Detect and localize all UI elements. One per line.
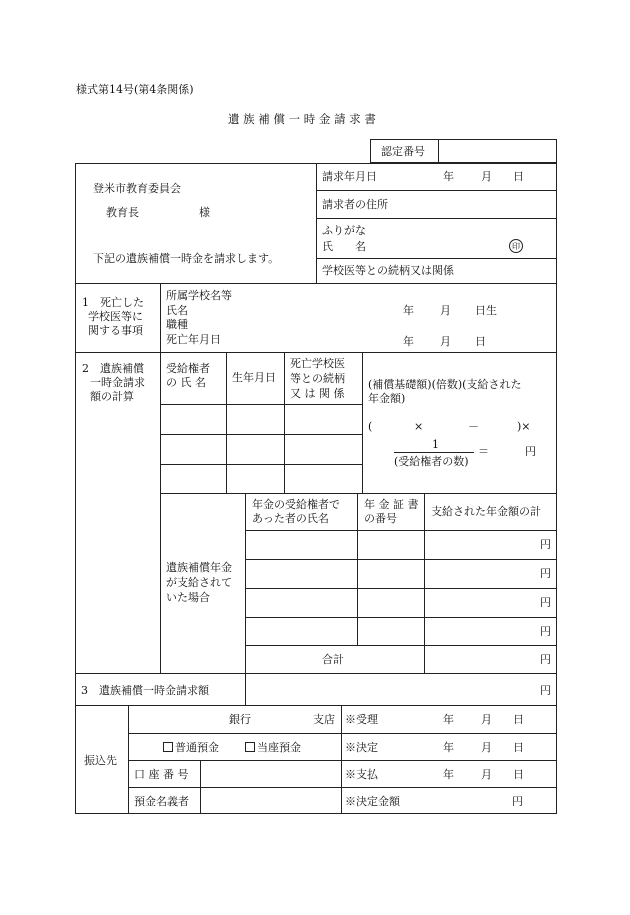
form-number: 様式第14号(第4条関係) (76, 83, 194, 96)
paid-year: 年 (443, 768, 454, 781)
claim-date-day: 日 (513, 170, 524, 183)
decided-label: ※決定 (345, 741, 378, 754)
branch-label: 支店 (313, 713, 335, 726)
total-label: 合計 (322, 653, 344, 666)
calc-yen: 円 (525, 445, 536, 458)
row1-yen: 円 (540, 538, 551, 551)
furigana-label: ふりがな (322, 224, 366, 237)
col-birth-date: 生年月日 (232, 371, 276, 384)
request-text: 下記の遺族補償一時金を請求します。 (93, 252, 280, 265)
claimant-name-label: 氏 名 (322, 240, 366, 253)
calc-minus: － (468, 420, 479, 433)
calc-header: (補償基礎額)(倍数)(支給された 年金額) (368, 378, 522, 405)
pension-case-label: 遺族補償年金 が支給されて いた場合 (166, 561, 232, 604)
addressee-honorific: 様 (199, 206, 210, 219)
claim-date-label: 請求年月日 (322, 170, 377, 183)
account-number-label: 口 座 番 号 (134, 768, 189, 781)
calc-close: )× (517, 420, 531, 433)
section2-heading: 2 遺族補償 一時金請求 額の計算 (82, 362, 145, 403)
paid-day: 日 (513, 768, 524, 781)
calc-open: ( (368, 420, 373, 433)
bank-label: 銀行 (229, 713, 251, 726)
ordinary-deposit-option[interactable]: 普通預金 (163, 741, 219, 754)
death-year: 年 (403, 335, 414, 348)
total-yen: 円 (540, 653, 551, 666)
row4-yen: 円 (540, 625, 551, 638)
claim-date-year: 年 (443, 170, 454, 183)
col-pension-total: 支給された年金額の計 (431, 505, 541, 518)
received-label: ※受理 (345, 713, 378, 726)
decided-amount-label: ※決定金額 (345, 795, 400, 808)
received-year: 年 (443, 713, 454, 726)
seal-mark: 印 (509, 239, 523, 253)
col-pension-cert: 年 金 証 書 の番号 (364, 498, 419, 525)
birth-month: 月 (440, 304, 451, 317)
decided-day: 日 (513, 741, 524, 754)
death-month: 月 (440, 335, 451, 348)
approval-number-label: 認定番号 (381, 145, 425, 158)
section3-label: 3 遺族補償一時金請求額 (81, 684, 209, 697)
col-heir-name: 受給権者 の 氏 名 (166, 362, 210, 389)
section1-fields: 所属学校名等 氏名 職種 死亡年月日 (166, 289, 232, 346)
decided-month: 月 (481, 741, 492, 754)
paid-month: 月 (481, 768, 492, 781)
addressee-title: 教育長 (106, 206, 139, 219)
col-relation: 死亡学校医 等との続柄 又 は 関 係 (290, 357, 345, 400)
calc-times: × (414, 420, 424, 433)
decided-year: 年 (443, 741, 454, 754)
claimant-address-label: 請求者の住所 (322, 198, 388, 211)
received-day: 日 (513, 713, 524, 726)
birth-year: 年 (403, 304, 414, 317)
claim-date-month: 月 (481, 170, 492, 183)
received-month: 月 (481, 713, 492, 726)
current-deposit-option[interactable]: 当座預金 (245, 741, 301, 754)
paid-label: ※支払 (345, 768, 378, 781)
row2-yen: 円 (540, 567, 551, 580)
calc-numerator: 1 (432, 438, 439, 451)
decided-amount-yen: 円 (512, 795, 523, 808)
row3-yen: 円 (540, 596, 551, 609)
page-title: 遺 族 補 償 一 時 金 請 求 書 (228, 112, 376, 126)
calc-equals: ＝ (478, 445, 489, 458)
addressee-board: 登米市教育委員会 (93, 182, 181, 195)
account-holder-label: 預金名義者 (134, 795, 189, 808)
fraction-bar (394, 452, 474, 453)
death-day: 日 (475, 335, 486, 348)
transfer-label: 振込先 (84, 754, 117, 767)
section1-heading: 1 死亡した 学校医等に 関する事項 (82, 296, 144, 337)
col-pension-recipient: 年金の受給権者で あった者の氏名 (252, 498, 340, 525)
calc-denominator: (受給権者の数) (394, 455, 469, 468)
relation-label: 学校医等との続柄又は関係 (322, 264, 454, 277)
ordinary-checkbox[interactable] (163, 742, 173, 752)
current-checkbox[interactable] (245, 742, 255, 752)
birth-day: 日生 (475, 304, 497, 317)
section3-yen: 円 (540, 684, 551, 697)
